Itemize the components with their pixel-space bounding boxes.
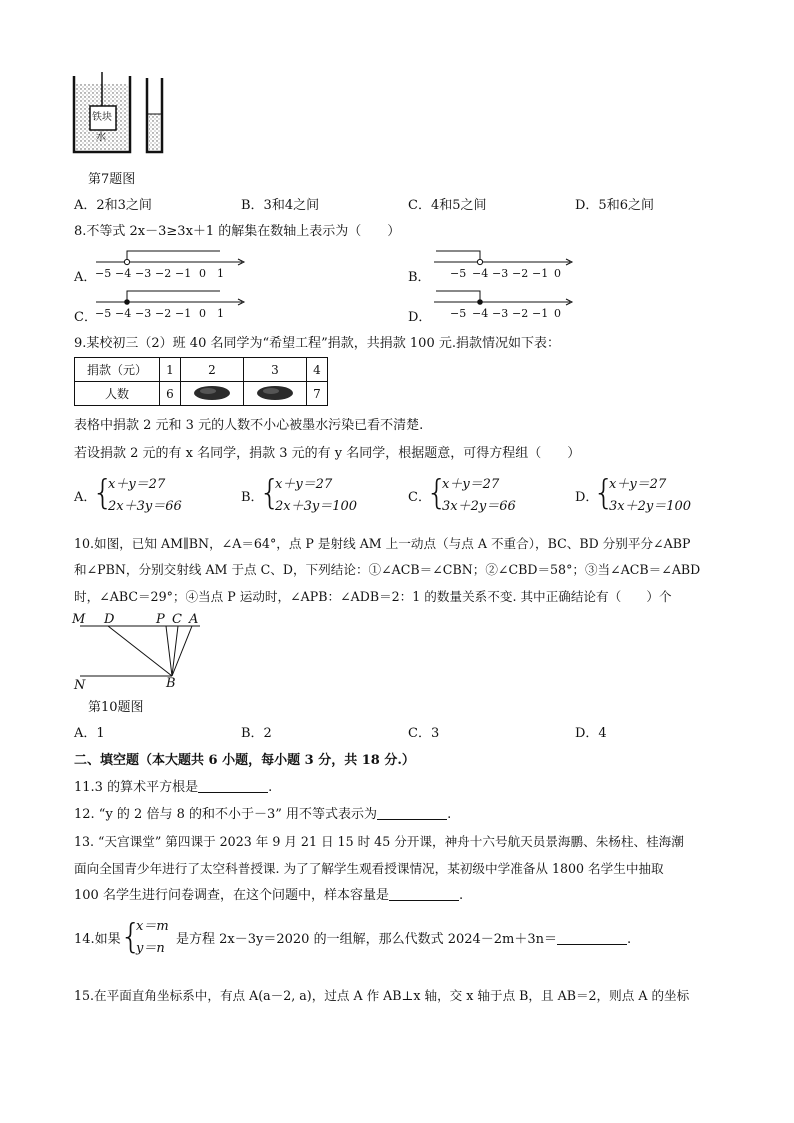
q9-prompt: 若设捐款 2 元的有 x 名同学，捐款 3 元的有 y 名同学，根据题意，可得方程组（ ） [74,446,581,461]
tick: 0 [199,307,206,320]
brace: { [593,473,615,513]
brace: { [92,473,114,513]
ink-blot-cell [181,382,244,406]
label-D: D [104,612,115,627]
tick: −2 [155,267,172,280]
tick: 0 [554,267,561,280]
tick: −2 [512,267,529,280]
label-A: A [189,612,199,627]
label-P: P [156,612,165,627]
answer-blank[interactable] [377,819,447,820]
label-C: C [172,612,182,627]
label-M: M [72,612,86,627]
q8-stem: 8.不等式 2x－3≥3x＋1 的解集在数轴上表示为（ ） [74,224,401,239]
q7-figure [72,72,172,154]
donation-table [74,357,328,406]
tick: 1 [217,307,224,320]
q10-option-b[interactable]: B．2 [241,726,272,741]
tick: −4 [472,267,489,280]
table-cell: 人数 [75,382,160,406]
q10-line2: 和∠PBN，分别交射线 AM 于点 C、D，下列结论：①∠ACB＝∠CBN；②∠CBD＝58°；③当∠ACB＝∠ABD [74,562,701,577]
q13-line2: 面向全国青少年进行了太空科普授课. 为了了解学生观看授课情况，某初级中学准备从 1800 名学生中抽取 [74,861,664,876]
table-cell: 3 [244,358,307,382]
brace: { [426,473,448,513]
tick: 1 [217,267,224,280]
q10-option-c[interactable]: C．3 [408,726,440,741]
tick: −1 [532,307,549,320]
q8-label-a[interactable]: A． [74,270,97,285]
q10-line3: 时，∠ABC＝29°；④当点 P 运动时，∠APB：∠ADB＝2：1 的数量关系不变. 其中正确结论有（ ）个 [74,589,672,604]
table-cell: 1 [160,358,181,382]
ink-blot-cell [244,382,307,406]
tick: −3 [135,307,152,320]
q9-note: 表格中捐款 2 元和 3 元的人数不小心被墨水污染已看不清楚. [74,418,424,433]
q10-line1: 10.如图，已知 AM∥BN，∠A＝64°，点 P 是射线 AM 上一动点（与点 A 不重合），BC、BD 分别平分∠ABP [74,536,691,551]
iron-block-label: 铁块 [92,112,112,123]
q7-option-a[interactable]: A．2和3之间 [74,198,152,213]
tick: −3 [135,267,152,280]
q12: 12. “y 的 2 倍与 8 的和不小于－3” 用不等式表示为 . [74,807,452,822]
tick: 0 [554,307,561,320]
q13-line1: 13. “天宫课堂” 第四课于 2023 年 9 月 21 日 15 时 45 分开课，神舟十六号航天员景海鹏、朱杨柱、桂海潮 [74,834,684,849]
table-cell: 7 [307,382,328,406]
section2-heading: 二、填空题（本大题共 6 小题，每小题 3 分，共 18 分.） [74,753,415,768]
q14: 14.如果 { x＝m y＝n 是方程 2x－3y＝2020 的一组解，那么代数式 2024－2m＋3n＝ . [74,917,632,957]
q10-option-d[interactable]: D．4 [575,726,607,741]
tick: −3 [492,267,509,280]
cylinder-water [149,114,160,150]
q7-option-c[interactable]: C．4和5之间 [408,198,487,213]
q10-caption: 第10题图 [88,700,144,715]
label-N: N [74,678,86,693]
q10-option-a[interactable]: A．1 [74,726,105,741]
tick: −2 [155,307,172,320]
brace: { [259,473,281,513]
tick: −5 [450,307,467,320]
q9-stem: 9.某校初三（2）班 40 名同学为“希望工程”捐款，共捐款 100 元.捐款情况如下表： [74,336,560,351]
water-label: 水 [96,132,106,143]
tick: −5 [95,307,112,320]
table-cell: 4 [307,358,328,382]
q7-caption: 第7题图 [88,172,136,187]
q8-label-d[interactable]: D． [408,310,432,325]
q7-option-d[interactable]: D．5和6之间 [575,198,654,213]
brace: { [120,917,142,957]
q13-line3: 100 名学生进行问卷调查，在这个问题中，样本容量是 . [74,888,464,903]
tick: −4 [115,267,132,280]
tick: −2 [512,307,529,320]
tick: −1 [532,267,549,280]
table-cell: 捐款（元） [75,358,160,382]
tick: −5 [450,267,467,280]
tick: −4 [115,307,132,320]
answer-blank[interactable] [557,944,627,945]
table-cell: 6 [160,382,181,406]
q8-label-c[interactable]: C． [74,310,97,325]
tick: −1 [175,267,192,280]
table-cell: 2 [181,358,244,382]
answer-blank[interactable] [389,900,459,901]
tick: −3 [492,307,509,320]
q8-label-b[interactable]: B． [408,270,431,285]
tick: −1 [175,307,192,320]
tick: −5 [95,267,112,280]
q15: 15.在平面直角坐标系中，有点 A(a－2, a)，过点 A 作 AB⊥x 轴，交 x 轴于点 B，且 AB＝2，则点 A 的坐标 [74,988,690,1003]
tick: 0 [199,267,206,280]
q7-option-b[interactable]: B．3和4之间 [241,198,320,213]
q11: 11.3 的算术平方根是 . [74,780,273,795]
answer-blank[interactable] [198,792,268,793]
label-B: B [166,676,176,691]
tick: −4 [472,307,489,320]
